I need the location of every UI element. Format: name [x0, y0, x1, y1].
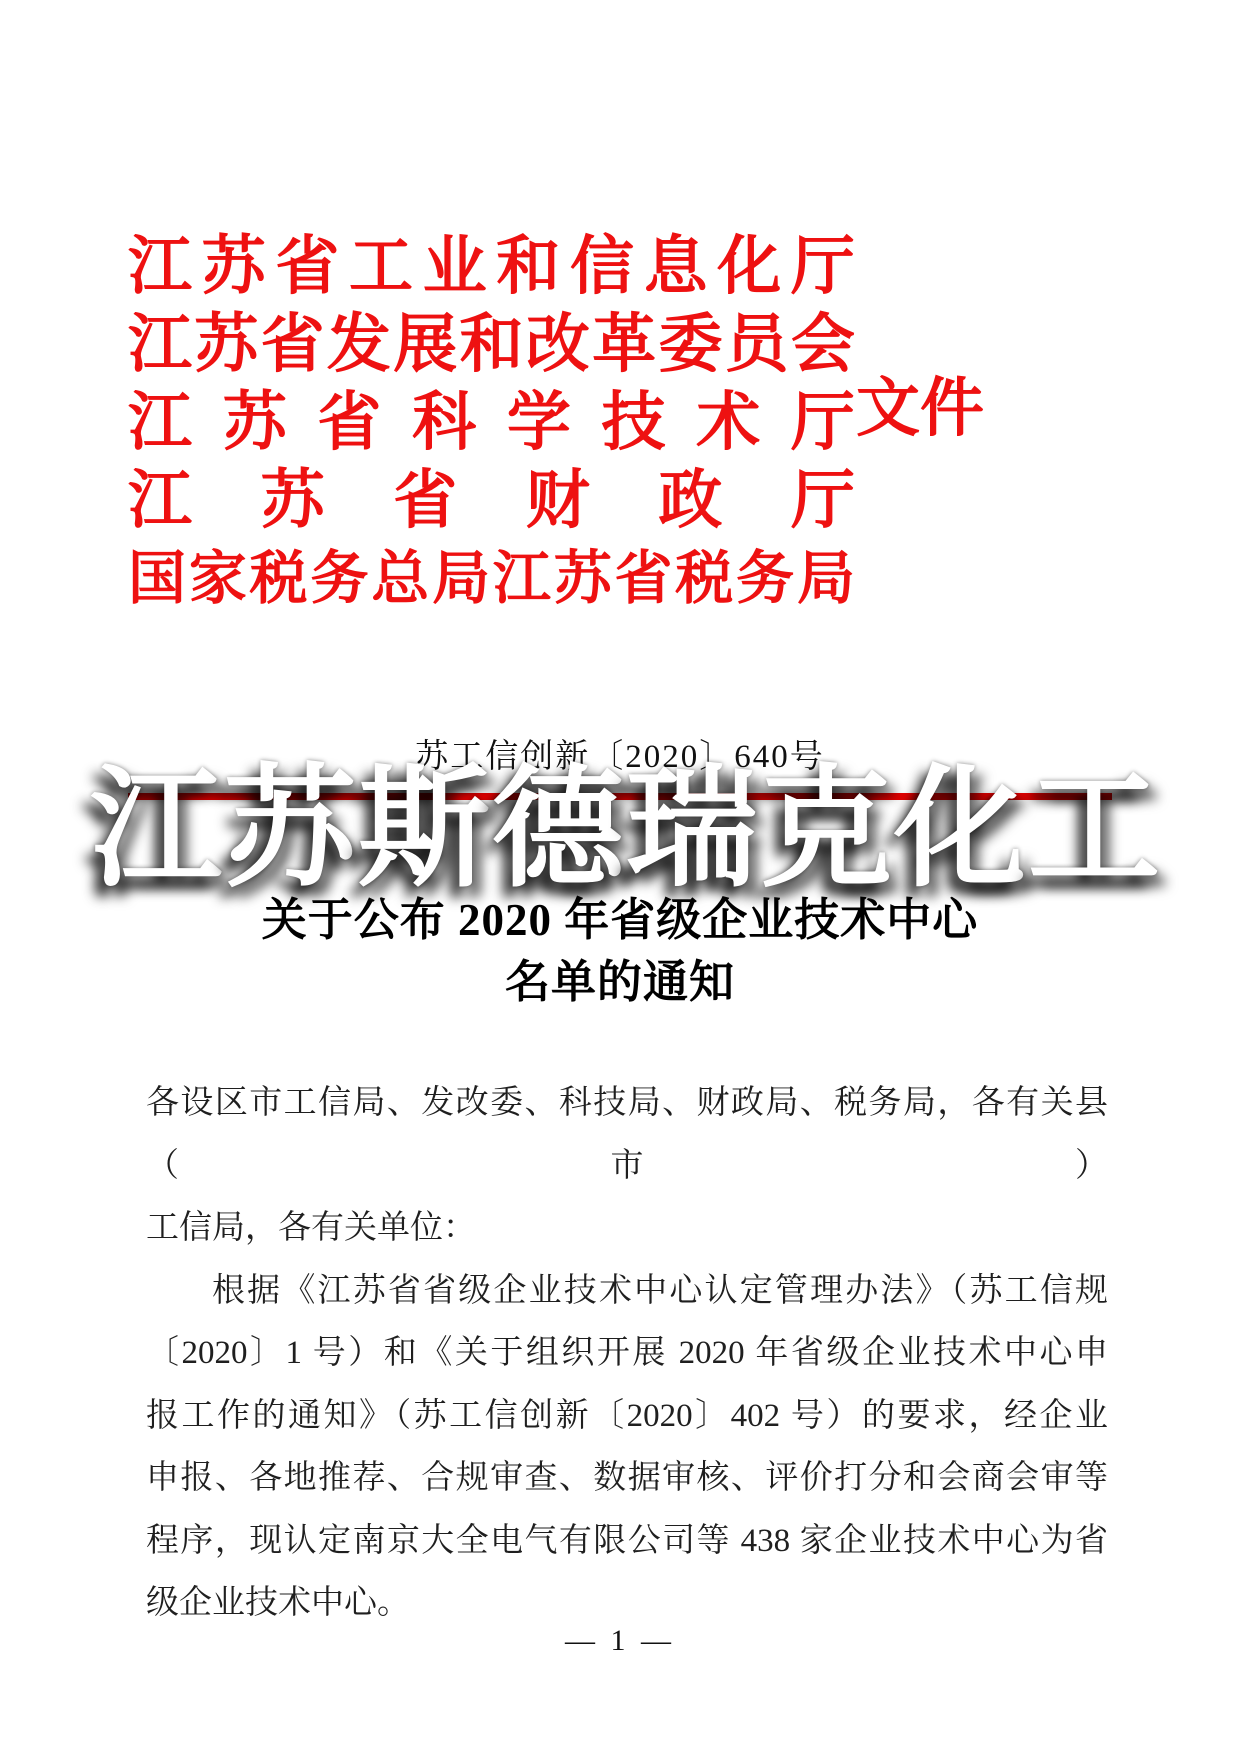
- body-line: 报工作的通知》（苏工信创新〔2020〕402 号）的要求，经企业: [146, 1397, 1108, 1434]
- page-number: — 1 —: [565, 1624, 675, 1657]
- body-line: 〔2020〕1 号）和《关于组织开展 2020 年省级企业技术中心申: [146, 1335, 1108, 1371]
- letterhead-agency-list: [128, 228, 855, 618]
- agency-name-2: 江 苏 省 发 展 和 改 革 委 员 会: [128, 309, 855, 380]
- body-line: 级企业技术中心。: [146, 1585, 410, 1621]
- body-line: 申报、各地推荐、合规审查、数据审核、评价打分和会商会审等: [146, 1460, 1108, 1496]
- letterhead-divider-line: [128, 793, 1112, 800]
- body-line: 工信局，各有关单位：: [146, 1210, 476, 1246]
- body-line: 各设区市工信局、发改委、科技局、财政局、税务局，各有关县（市）: [146, 1085, 1108, 1184]
- agency-name-5: 国 家 税 务 总 局 江 苏 省 税 务 局: [128, 546, 855, 611]
- agency-name-4: 江 苏 省 财 政 厅: [128, 465, 855, 536]
- body-line: 根据《江苏省省级企业技术中心认定管理办法》（苏工信规: [212, 1272, 1108, 1309]
- document-title-line-1: 关于公布 2020 年省级企业技术中心: [261, 895, 979, 945]
- body-line: 程序，现认定南京大全电气有限公司等 438 家企业技术中心为省: [146, 1522, 1108, 1559]
- company-watermark: 江 苏 斯 德 瑞 克 化 工: [90, 755, 1160, 902]
- document-body: [146, 1072, 1108, 1635]
- doc-number: 苏工信创新〔2020〕640号: [415, 739, 825, 775]
- document-title-line-2: 名单的通知: [504, 957, 735, 1007]
- agency-name-1: 江 苏 省 工 业 和 信 息 化 厅: [128, 231, 855, 302]
- document-title: [0, 889, 1240, 1013]
- agency-name-3: 江 苏 省 科 学 技 术 厅: [128, 387, 855, 458]
- doc-type-label: 文件: [856, 373, 984, 444]
